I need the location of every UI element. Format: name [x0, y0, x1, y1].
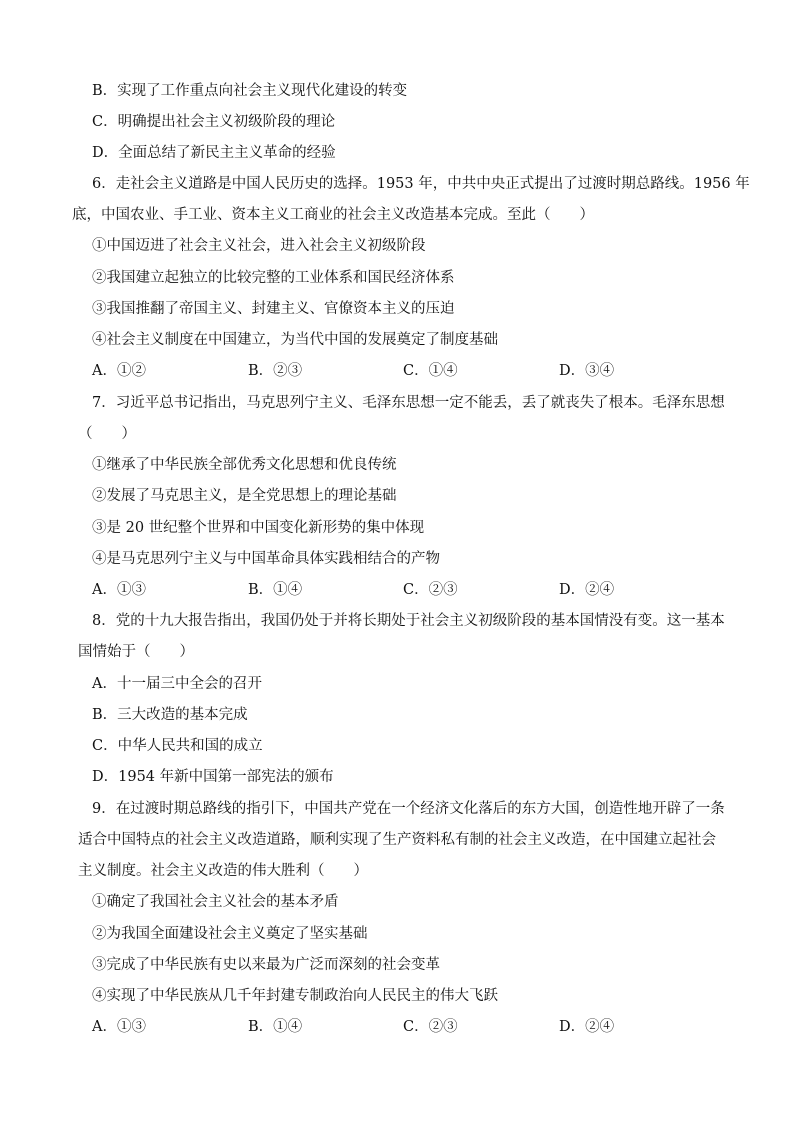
q6-choice-c: C．①④ — [403, 363, 458, 379]
q6-stem-line-1: 6．走社会主义道路是中国人民历史的选择。1953 年，中共中央正式提出了过渡时期总路线。1956 年 — [92, 176, 750, 192]
q9-choice-d: D．②④ — [559, 1019, 615, 1035]
q6-statement-3: ③我国推翻了帝国主义、封建主义、官僚资本主义的压迫 — [92, 301, 455, 317]
q9-choice-b: B．①④ — [248, 1019, 303, 1035]
q9-statement-4: ④实现了中华民族从几千年封建专制政治向人民民主的伟大飞跃 — [92, 988, 498, 1004]
q6-choice-d: D．③④ — [559, 363, 615, 379]
q9-choice-c: C．②③ — [403, 1019, 458, 1035]
q7-choice-a: A．①③ — [92, 582, 146, 598]
q8-choice-d: D．1954 年新中国第一部宪法的颁布 — [92, 769, 334, 785]
q8-choice-a: A．十一届三中全会的召开 — [92, 676, 262, 692]
q5-option-c: C．明确提出社会主义初级阶段的理论 — [92, 114, 336, 130]
q7-statement-1: ①继承了中华民族全部优秀文化思想和优良传统 — [92, 457, 397, 473]
q9-stem-line-1: 9．在过渡时期总路线的指引下，中国共产党在一个经济文化落后的东方大国，创造性地开辟了一条 — [92, 801, 725, 817]
q7-statement-4: ④是马克思列宁主义与中国革命具体实践相结合的产物 — [92, 551, 440, 567]
q6-statement-1: ①中国迈进了社会主义社会，进入社会主义初级阶段 — [92, 238, 426, 254]
q8-choice-c: C．中华人民共和国的成立 — [92, 738, 263, 754]
q6-statement-4: ④社会主义制度在中国建立，为当代中国的发展奠定了制度基础 — [92, 332, 498, 348]
q9-stem-line-3: 主义制度。社会主义改造的伟大胜利（ ） — [78, 863, 368, 879]
q8-stem-line-1: 8．党的十九大报告指出，我国仍处于并将长期处于社会主义初级阶段的基本国情没有变。这一基本 — [92, 613, 725, 629]
q7-choice-b: B．①④ — [248, 582, 303, 598]
q8-choice-b: B．三大改造的基本完成 — [92, 707, 248, 723]
q9-statement-3: ③完成了中华民族有史以来最为广泛而深刻的社会变革 — [92, 957, 440, 973]
q8-stem-line-2: 国情始于（ ） — [78, 644, 194, 660]
q5-option-d: D．全面总结了新民主主义革命的经验 — [92, 145, 336, 161]
q9-statement-1: ①确定了我国社会主义社会的基本矛盾 — [92, 894, 339, 910]
q6-stem-line-2: 底，中国农业、手工业、资本主义工商业的社会主义改造基本完成。至此（ ） — [72, 207, 594, 223]
q9-statement-2: ②为我国全面建设社会主义奠定了坚实基础 — [92, 926, 368, 942]
q6-choice-a: A．①② — [92, 363, 146, 379]
q7-statement-2: ②发展了马克思主义，是全党思想上的理论基础 — [92, 488, 397, 504]
q7-statement-3: ③是 20 世纪整个世界和中国变化新形势的集中体现 — [92, 520, 425, 536]
q5-option-b: B．实现了工作重点向社会主义现代化建设的转变 — [92, 83, 408, 99]
q6-choice-b: B．②③ — [248, 363, 303, 379]
q7-choice-d: D．②④ — [559, 582, 615, 598]
q7-stem-line-1: 7．习近平总书记指出，马克思列宁主义、毛泽东思想一定不能丢，丢了就丧失了根本。毛泽东思想 — [92, 395, 725, 411]
q9-stem-line-2: 适合中国特点的社会主义改造道路，顺利实现了生产资料私有制的社会主义改造，在中国建立起社会 — [78, 832, 716, 848]
q9-choice-a: A．①③ — [92, 1019, 146, 1035]
q7-stem-line-2: （ ） — [78, 426, 136, 442]
q6-statement-2: ②我国建立起独立的比较完整的工业体系和国民经济体系 — [92, 270, 455, 286]
q7-choice-c: C．②③ — [403, 582, 458, 598]
